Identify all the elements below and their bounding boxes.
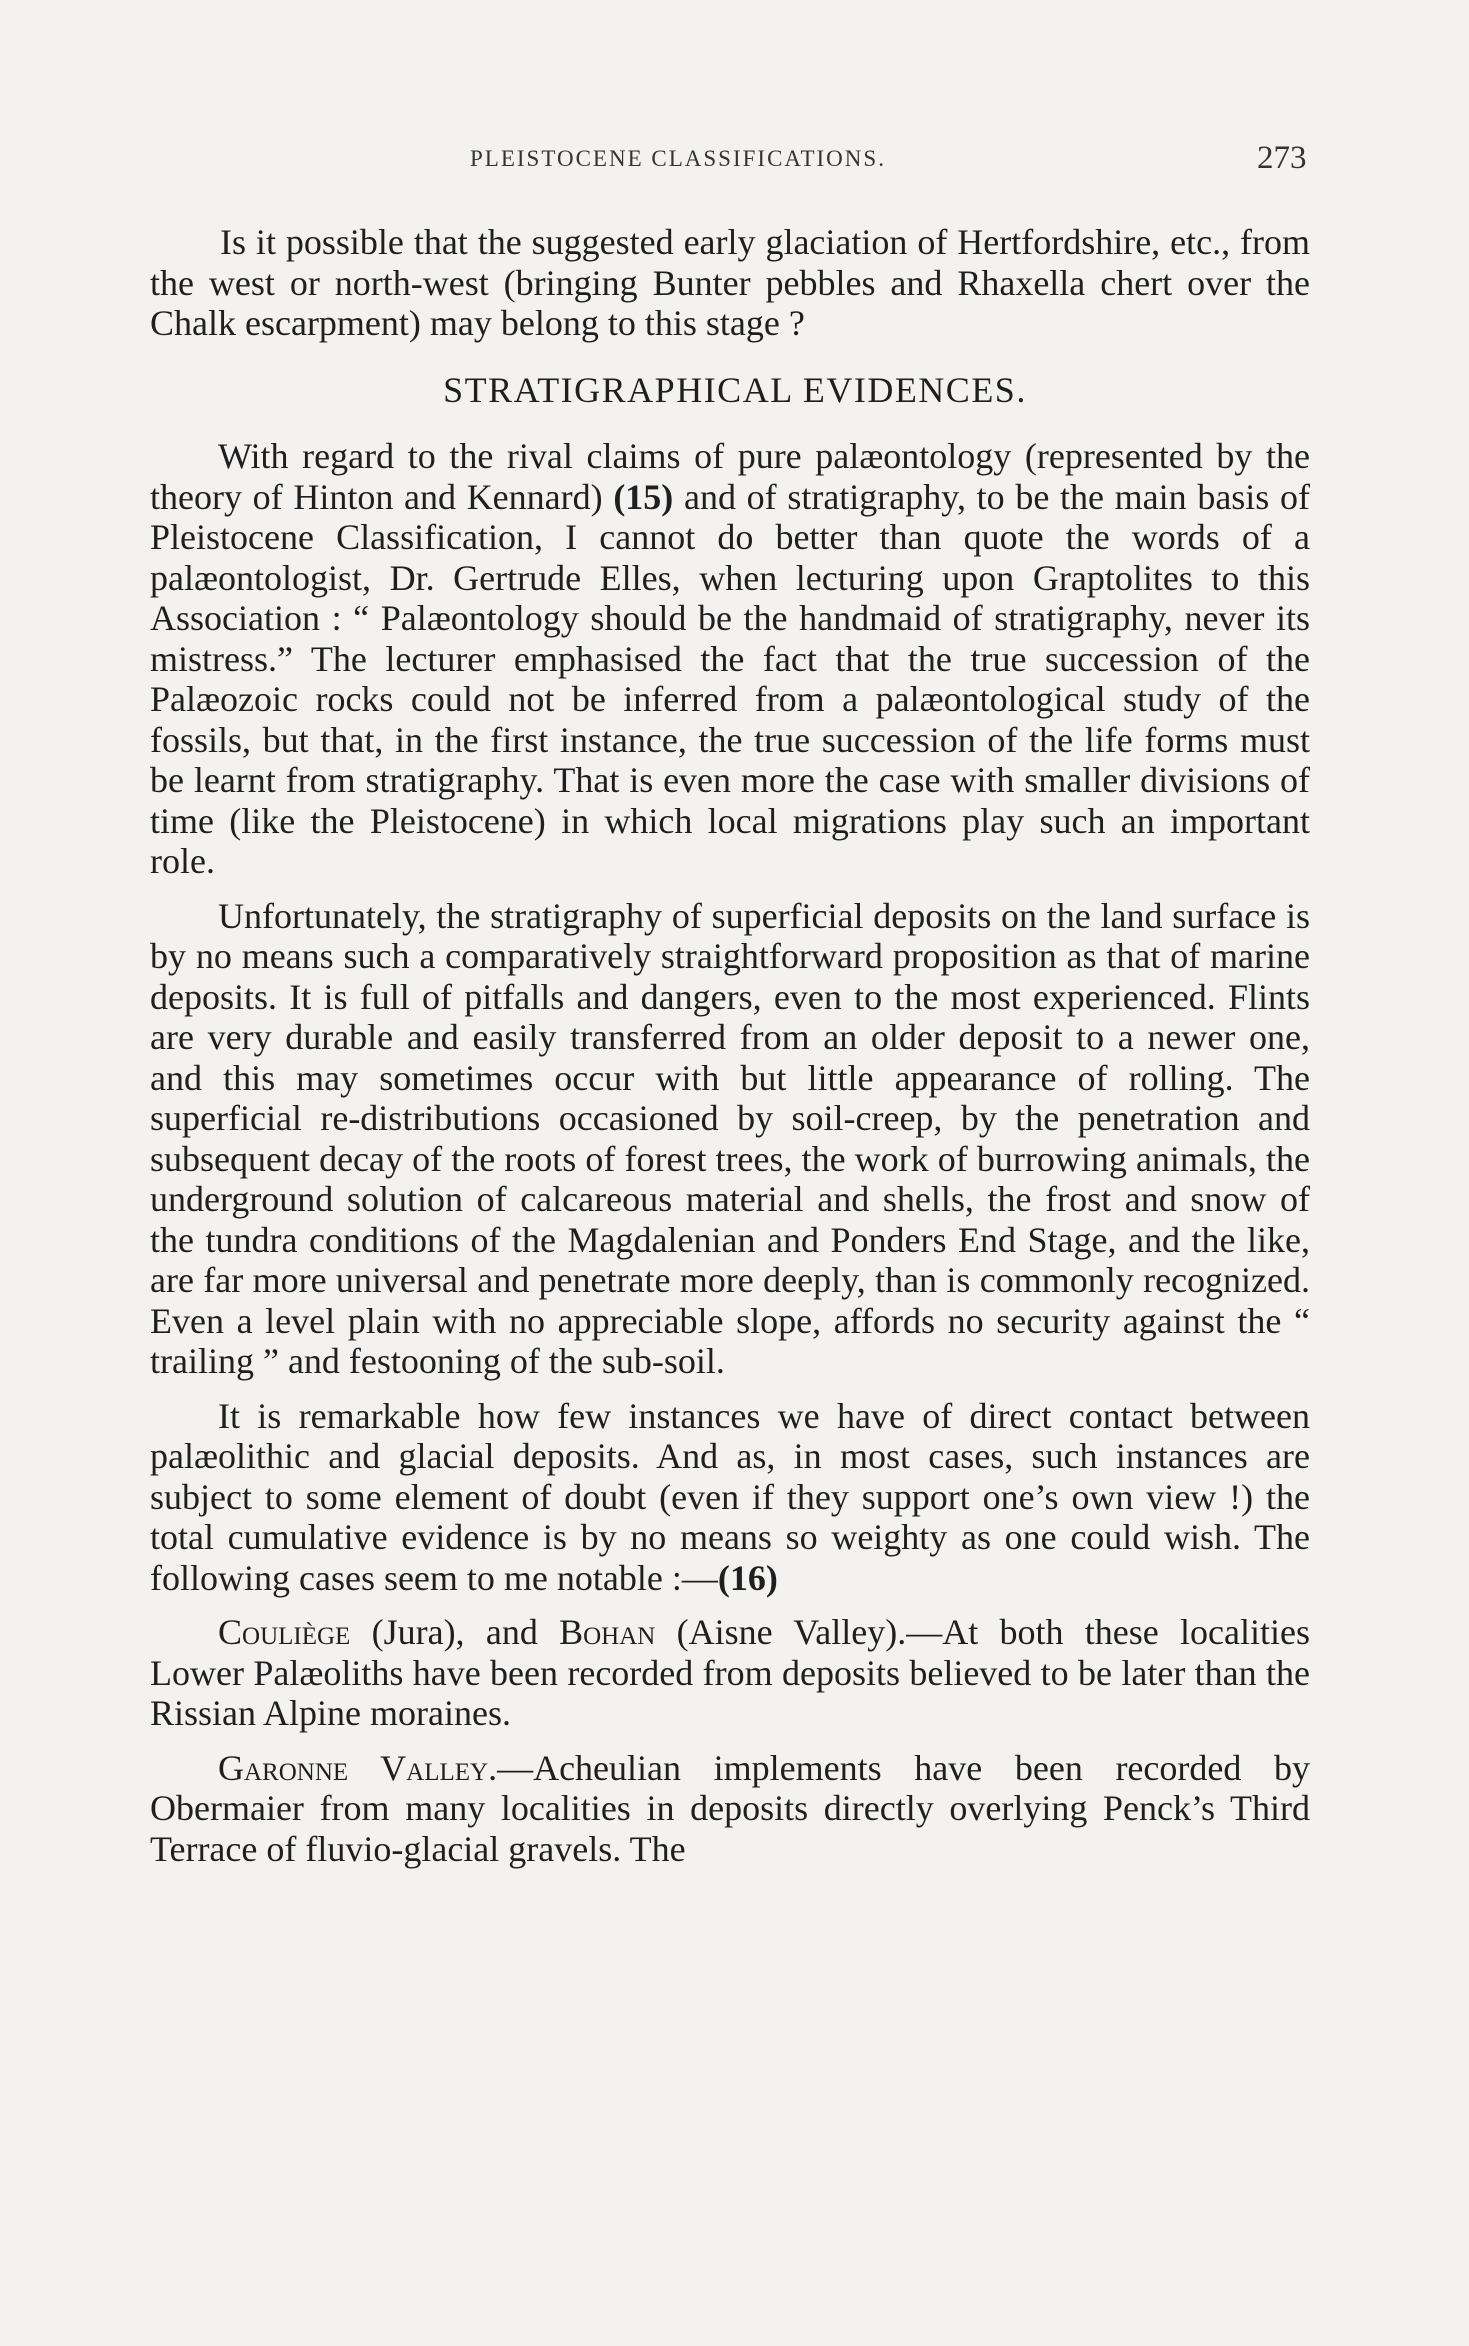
paragraph-garonne-valley: [150, 1748, 1310, 1870]
place-garonne-valley: Garonne Valley: [218, 1747, 489, 1788]
reference-16: (16): [717, 1557, 778, 1598]
place-bohan: Bohan: [559, 1612, 656, 1652]
paragraph-couliege-bohan: [150, 1612, 1310, 1734]
paragraph-superficial-deposits: Unfortunately, the stratigraphy of superficial deposits on the land surface is by no means such a comparatively straightforward proposition as that of marine deposits. It is full of pitfalls and dangers, even to the most experienced. Flints are very durable and easily transferred from an older deposit to a newer one, and this may sometimes occur with but little appearance of rolling. The superficial re-distributions occasioned by soil-creep, by the penetration and subsequent decay of the roots of forest trees, the work of burrowing animals, the underground solution of calcareous material and shells, the frost and snow of the tundra conditions of the Magdalenian and Ponders End Stage, and the like, are far more universal and penetrate more deeply, than is commonly recognized. Even a level plain with no appreciable slope, affords no security against the “ trailing ” and festooning of the sub-soil.: [150, 895, 1310, 1381]
body-text: [150, 222, 1310, 1883]
p3-text: It is remarkable how few instances we have of direct contact between palæolithic and glacial deposits. And as, in most cases, such instances are subject to some element of doubt (even if they support one’s own view !) the total cumulative evidence is by no means so weighty as one could wish. The following cases seem to me notable :—: [150, 1395, 1310, 1598]
p1-text-a: With regard to the rival claims of pure palæontology (represented by the theory of Hinton and Kennard): [150, 436, 1310, 517]
reference-15: (15): [613, 476, 674, 517]
place-couliege: Couliège: [218, 1612, 351, 1652]
p5-text: .—Acheulian implements have been recorded by Obermaier from many localities in deposits directly overlying Penck’s Third Terrace of fluvio-glacial gravels. The: [150, 1747, 1310, 1869]
p4-text-a: (Jura), and: [350, 1612, 560, 1652]
paragraph-rival-claims: [150, 436, 1310, 882]
intro-paragraph: Is it possible that the suggested early glaciation of Hertfordshire, etc., from the west or north-west (bringing Bunter pebbles and Rhaxella chert over the Chalk escarpment) may belong to this stage ?: [150, 222, 1310, 343]
running-head: PLEISTOCENE CLASSIFICATIONS.: [470, 146, 886, 171]
p4-text-b: (Aisne Valley).—At both these localities Lower Palæoliths have been recorded from deposits believed to be later than the Rissian Alpine moraines.: [150, 1612, 1310, 1733]
section-heading: STRATIGRAPHICAL EVIDENCES.: [443, 369, 1027, 410]
paragraph-direct-contact: [150, 1396, 1310, 1599]
p1-text-b: and of stratigraphy, to be the main basis of Pleistocene Classification, I cannot do better than quote the words of a palæontologist, Dr. Gertrude Elles, when lecturing upon Graptolites to this Association : “ Palæontology should be the handmaid of stratigraphy, never its mistress.” The lecturer emphasised the fact that the true succession of the Palæozoic rocks could not be inferred from a palæontological study of the fossils, but that, in the first instance, the true succession of the life forms must be learnt from stratigraphy. That is even more the case with smaller divisions of time (like the Pleistocene) in which local migrations play such an important role.: [150, 476, 1310, 881]
page-number: 273: [1257, 140, 1307, 176]
